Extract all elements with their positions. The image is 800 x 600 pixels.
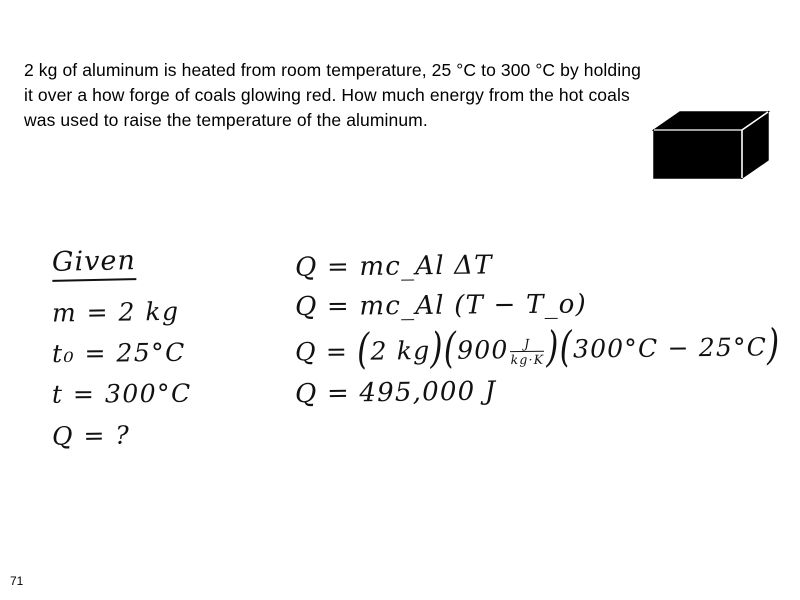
equation-line-4-result (295, 373, 755, 409)
equation-line-1 (295, 247, 755, 283)
specific-heat-denominator: kg·K (510, 351, 545, 367)
problem-statement: 2 kg of aluminum is heated from room temperature, 25 °C to 300 °C by holding it over a how forge of coals glowing red. How much energy from the hot coals was used to raise the temperature of the aluminum. (24, 60, 641, 130)
equation-3-factor-1: 2 kg (370, 335, 431, 366)
equation-4-text: Q = 495,000 J (294, 376, 497, 410)
given-column (52, 246, 272, 449)
equation-3-factor-3: 300°C − 25°C (572, 332, 768, 364)
given-heading: Given (52, 245, 137, 282)
specific-heat-numerator: J (524, 336, 531, 352)
equation-3-close-paren-1: )( (430, 324, 458, 374)
equation-column (294, 244, 781, 410)
page-number: 71 (10, 574, 24, 588)
equation-3-open-paren-1: ( (356, 325, 371, 375)
given-final-temp (52, 378, 272, 409)
given-unknown-text: Q = ? (51, 420, 131, 451)
equation-line-2 (295, 288, 755, 322)
equation-3-lhs: Q = (294, 336, 358, 367)
equation-2-text: Q = mc_Al (T − T_o) (294, 289, 588, 323)
aluminum-block-icon (650, 108, 770, 188)
equation-line-3 (294, 321, 781, 375)
aluminum-block-figure (650, 108, 770, 188)
given-initial-temp-text: t₀ = 25°C (51, 337, 187, 369)
given-mass (52, 295, 272, 327)
handwritten-work (0, 230, 800, 480)
given-final-temp-text: t = 300°C (51, 378, 192, 409)
equation-1-text: Q = mc_Al ΔT (294, 250, 493, 283)
equation-3-specific-heat-units (510, 337, 544, 366)
given-mass-text: m = 2 kg (51, 296, 180, 328)
equation-3-close-paren-3: ) (766, 321, 781, 370)
given-unknown (52, 418, 272, 450)
given-initial-temp (52, 337, 272, 368)
equation-3-close-paren-2: )( (545, 323, 574, 373)
equation-3-factor-2-value: 900 (457, 335, 509, 365)
